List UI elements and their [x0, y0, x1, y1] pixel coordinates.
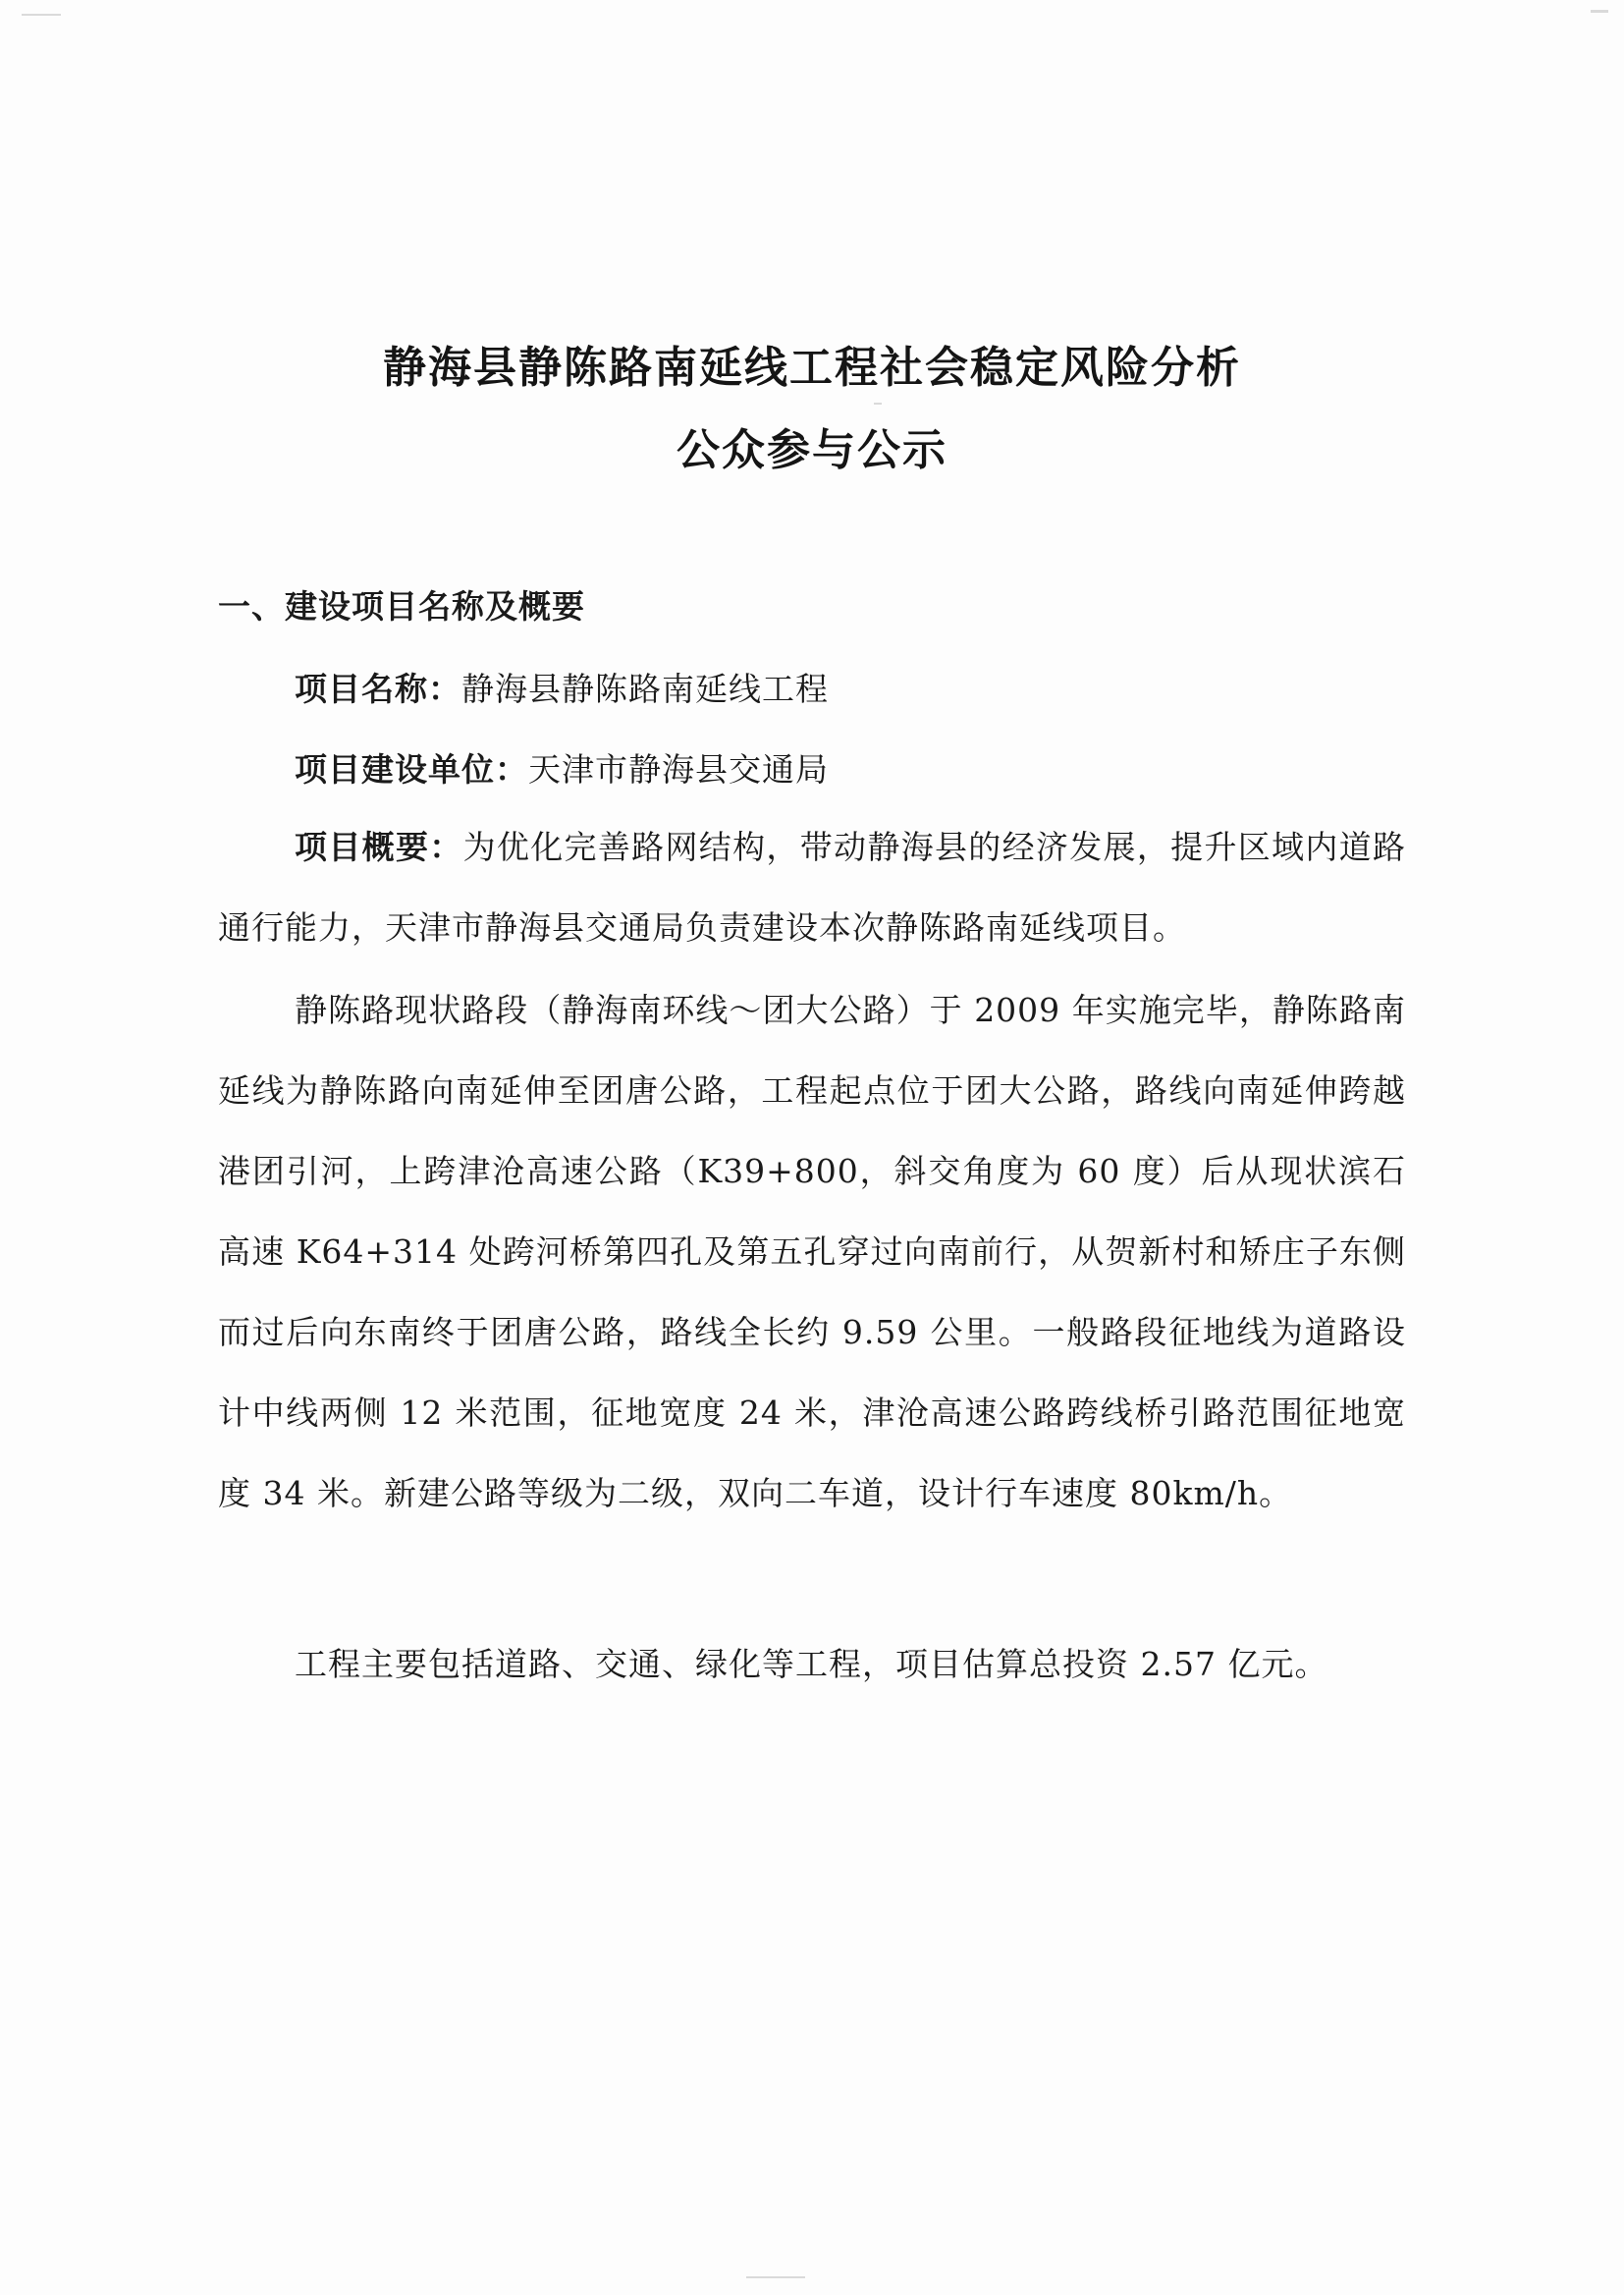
project-overview-paragraph	[218, 807, 1406, 968]
project-name-label: 项目名称：	[295, 670, 461, 708]
project-name-line	[295, 664, 829, 710]
project-builder-label: 项目建设单位：	[295, 750, 528, 789]
project-builder-line	[295, 744, 829, 791]
project-description-paragraph: 静陈路现状路段（静海南环线～团大公路）于 2009 年实施完毕，静陈路南延线为静陈路向南延伸至团唐公路，工程起点位于团大公路，路线向南延伸跨越港团引河，上跨津沧高速公路（K39+800，斜交角度为 60 度）后从现状滨石高速 K64+314 处跨河桥第四孔及第五孔穿过向南前行，从贺新村和矫庄子东侧而过后向东南终于团唐公路，路线全长约 9.59 公里。一般路段征地线为道路设计中线两侧 12 米范围，征地宽度 24 米，津沧高速公路跨线桥引路范围征地宽度 34 米。新建公路等级为二级，双向二车道，设计行车速度 80km/h。	[218, 991, 1406, 1512]
project-overview-label: 项目概要：	[295, 828, 463, 866]
scan-speck	[746, 2276, 805, 2278]
project-investment-paragraph: 工程主要包括道路、交通、绿化等工程，项目估算总投资 2.57 亿元。	[295, 1645, 1328, 1683]
project-builder-value: 天津市静海县交通局	[528, 750, 829, 789]
scan-speck	[1591, 10, 1608, 13]
project-overview-text: 为优化完善路网结构，带动静海县的经济发展，提升区域内道路通行能力，天津市静海县交通局负责建设本次静陈路南延线项目。	[218, 828, 1406, 947]
section-heading: 一、建设项目名称及概要	[218, 587, 585, 626]
document-subtitle: 公众参与公示	[677, 425, 947, 475]
project-name-value: 静海县静陈路南延线工程	[461, 670, 829, 708]
scan-speck	[22, 14, 61, 16]
scan-speck	[874, 403, 882, 405]
document-title: 静海县静陈路南延线工程社会稳定风险分析	[383, 343, 1241, 393]
